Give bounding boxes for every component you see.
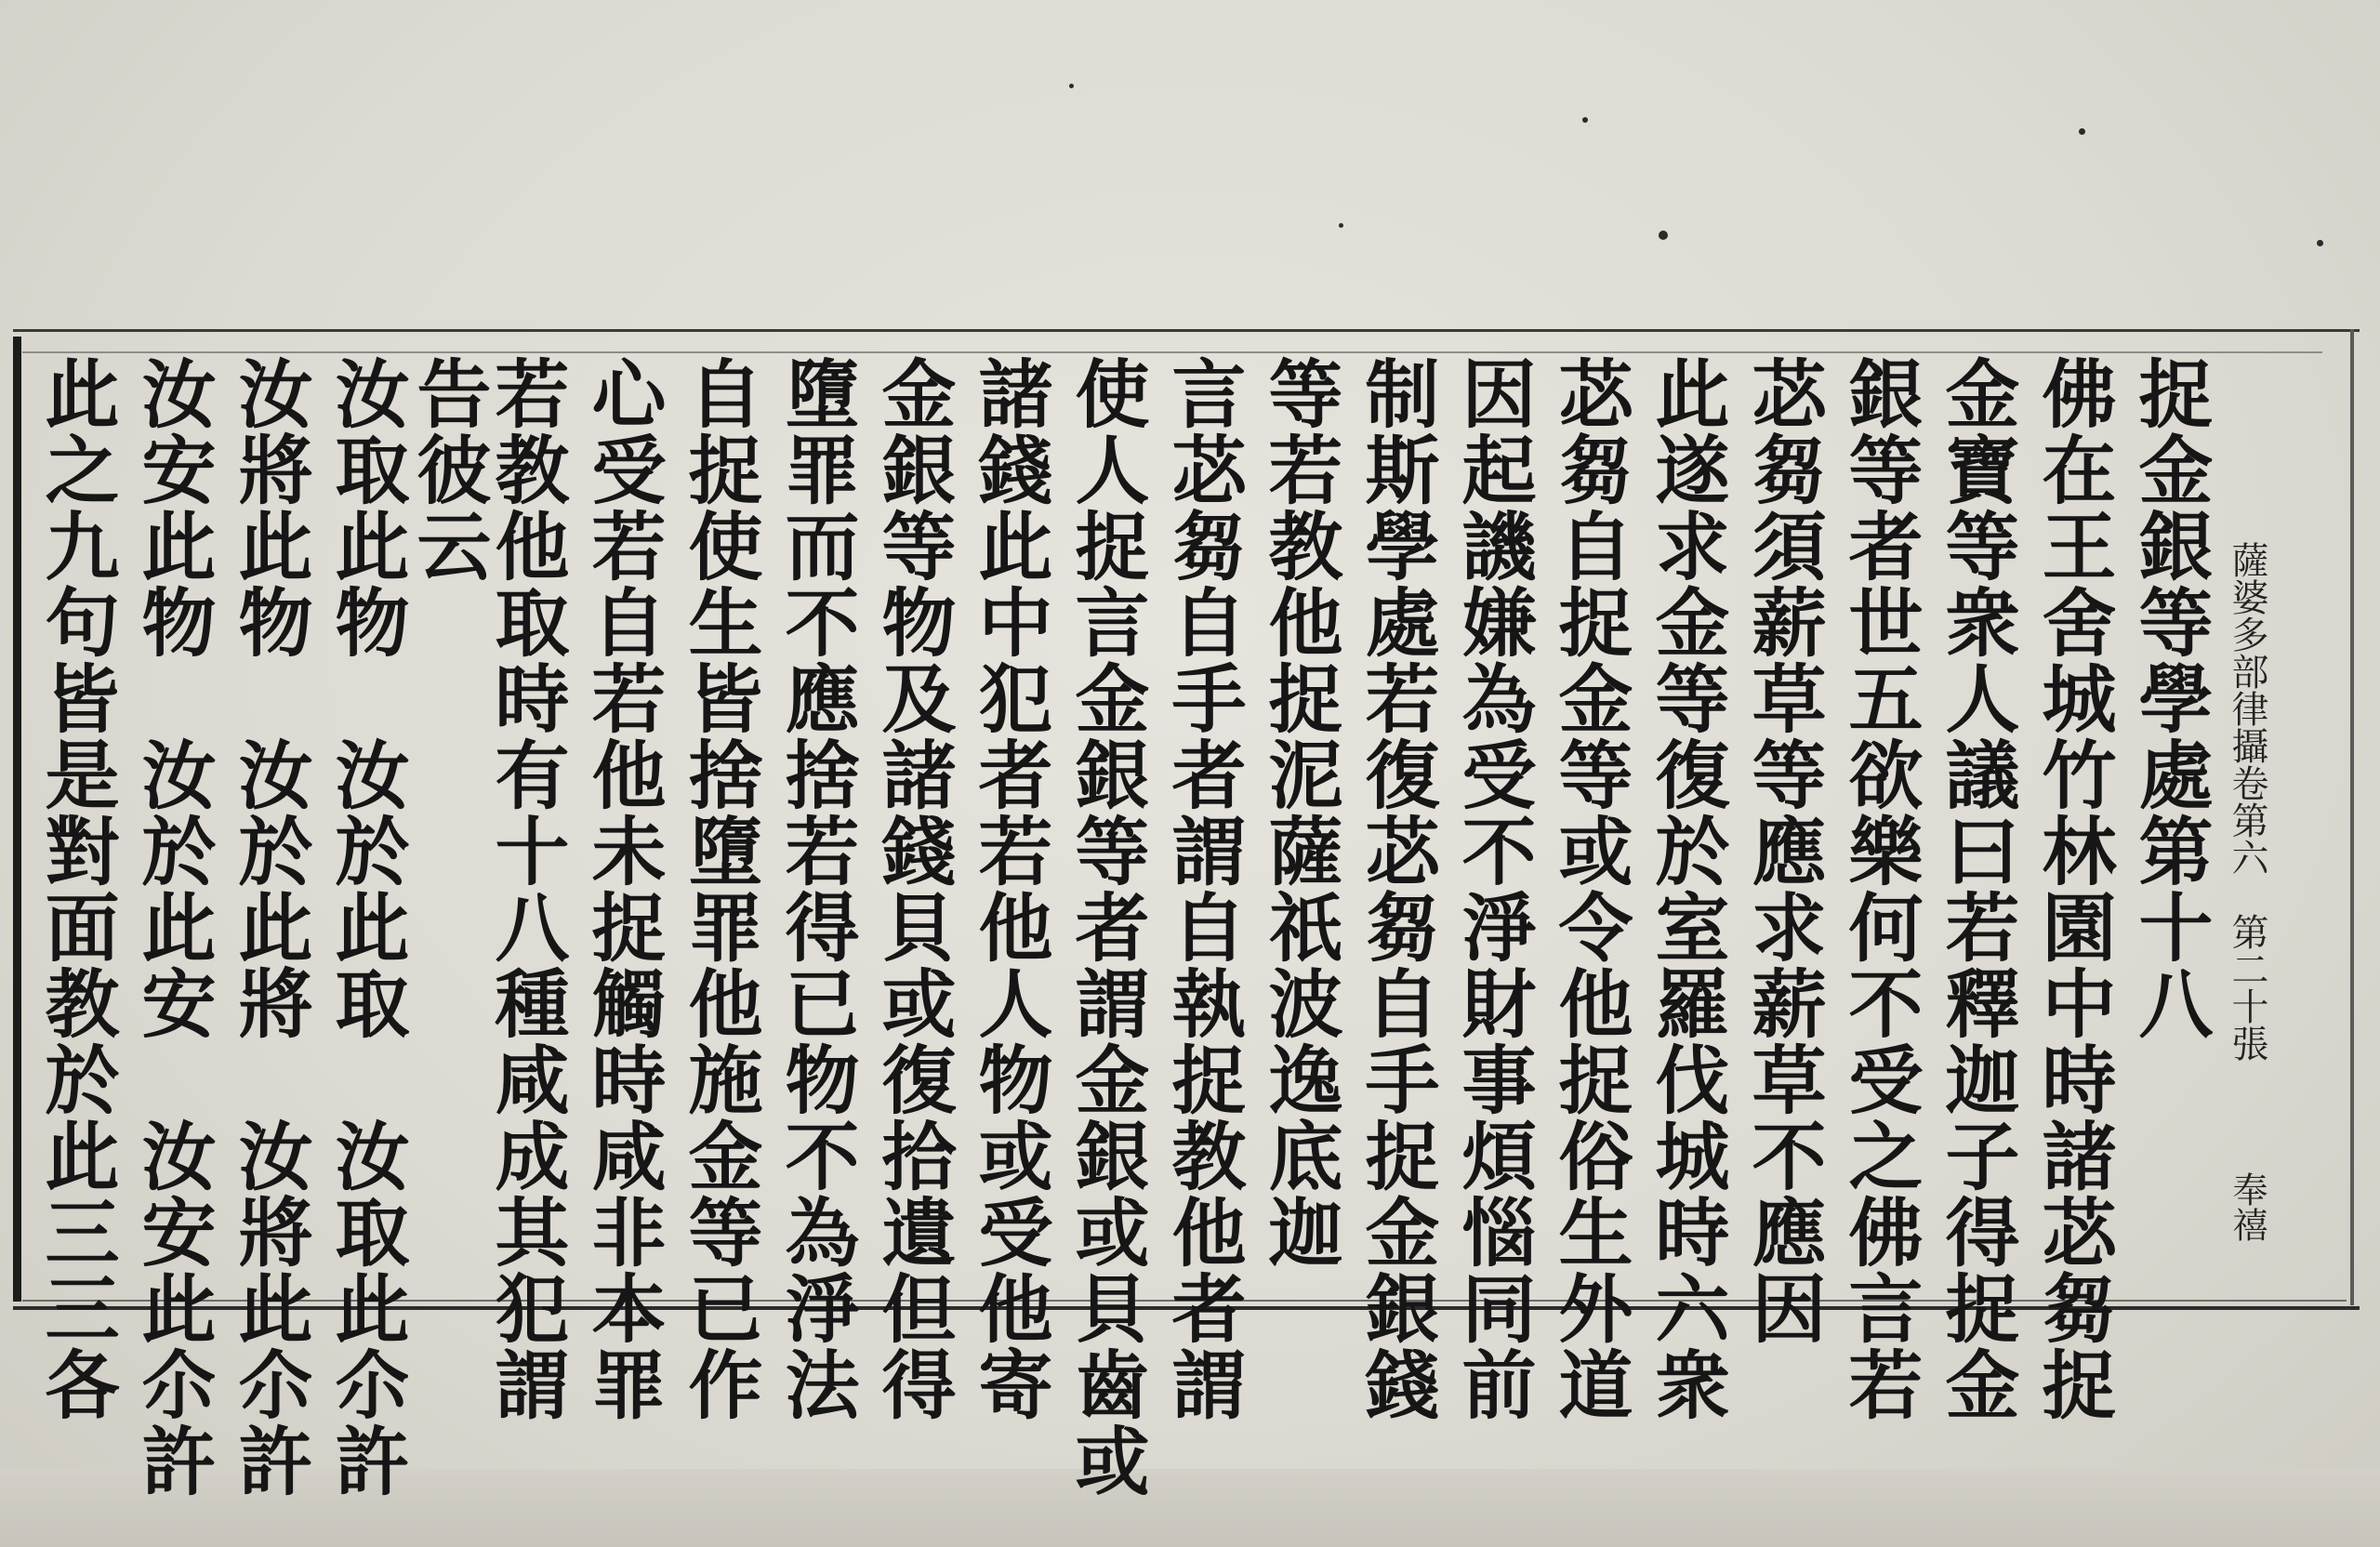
text-column: 使人捉言金銀等者謂金銀或貝齒或	[1063, 355, 1150, 1499]
text-column: 苾芻須薪草等應求薪草不應因	[1739, 355, 1827, 1346]
text-column: 銀等者世五欲樂何不受之佛言若	[1836, 355, 1924, 1422]
frame-top-rule	[22, 351, 2322, 353]
text-column: 汝取此物 汝於此取 汝取此尒許	[323, 355, 410, 1499]
text-column: 自捉使生皆捨墮罪他施金等已作	[676, 355, 763, 1422]
text-column: 心受若自若他未捉觸時咸非本罪	[579, 355, 667, 1422]
margin-title-text: 薩婆多部律攝卷第六	[2226, 541, 2268, 876]
text-column: 捉金銀等學處第十八	[2126, 355, 2214, 1041]
text-column: 告彼云	[404, 355, 492, 584]
margin-title	[2224, 541, 2270, 1062]
ink-speck	[1659, 231, 1668, 240]
text-column: 諸錢此中犯者若他人物或受他寄	[966, 355, 1053, 1422]
ink-speck	[1339, 223, 1343, 228]
ink-speck	[1069, 84, 1074, 88]
text-column: 金銀等物及諸錢貝或復拾遺但得	[869, 355, 957, 1422]
text-column: 金寶等衆人議曰若釋迦子得捉金	[1933, 355, 2020, 1422]
ink-speck	[1582, 117, 1588, 123]
text-column: 此遂求金等復於室羅伐城時六衆	[1643, 355, 1730, 1422]
ink-speck	[2317, 240, 2323, 246]
text-column: 因起譏嫌為受不淨財事煩惱同前	[1449, 355, 1537, 1422]
text-column: 墮罪而不應捨若得已物不為淨法	[773, 355, 860, 1422]
ink-speck	[2079, 128, 2085, 135]
text-column: 等若教他捉泥薩祇波逸底迦	[1256, 355, 1343, 1270]
margin-sheet-number: 第二十張	[2226, 913, 2268, 1062]
text-column: 言苾芻自手者謂自執捉教他者謂	[1159, 355, 1247, 1422]
text-column: 汝安此物 汝於此安 汝安此尒許	[129, 355, 217, 1499]
text-column: 制斯學處若復苾芻自手捉金銀錢	[1353, 355, 1440, 1422]
text-column: 此之九句皆是對面教於此三三各	[33, 355, 120, 1422]
text-column: 汝將此物 汝於此將 汝將此尒許	[226, 355, 313, 1499]
frame-left-border	[13, 337, 21, 1302]
frame-right-border	[2350, 329, 2354, 1305]
text-column: 若教他取時有十八種咸成其犯謂	[483, 355, 570, 1422]
text-column: 苾芻自捉金等或令他捉俗生外道	[1546, 355, 1633, 1422]
text-column: 佛在王舍城竹林園中時諸苾芻捉	[2030, 355, 2117, 1422]
carver-name: 奉禧	[2227, 1171, 2268, 1242]
